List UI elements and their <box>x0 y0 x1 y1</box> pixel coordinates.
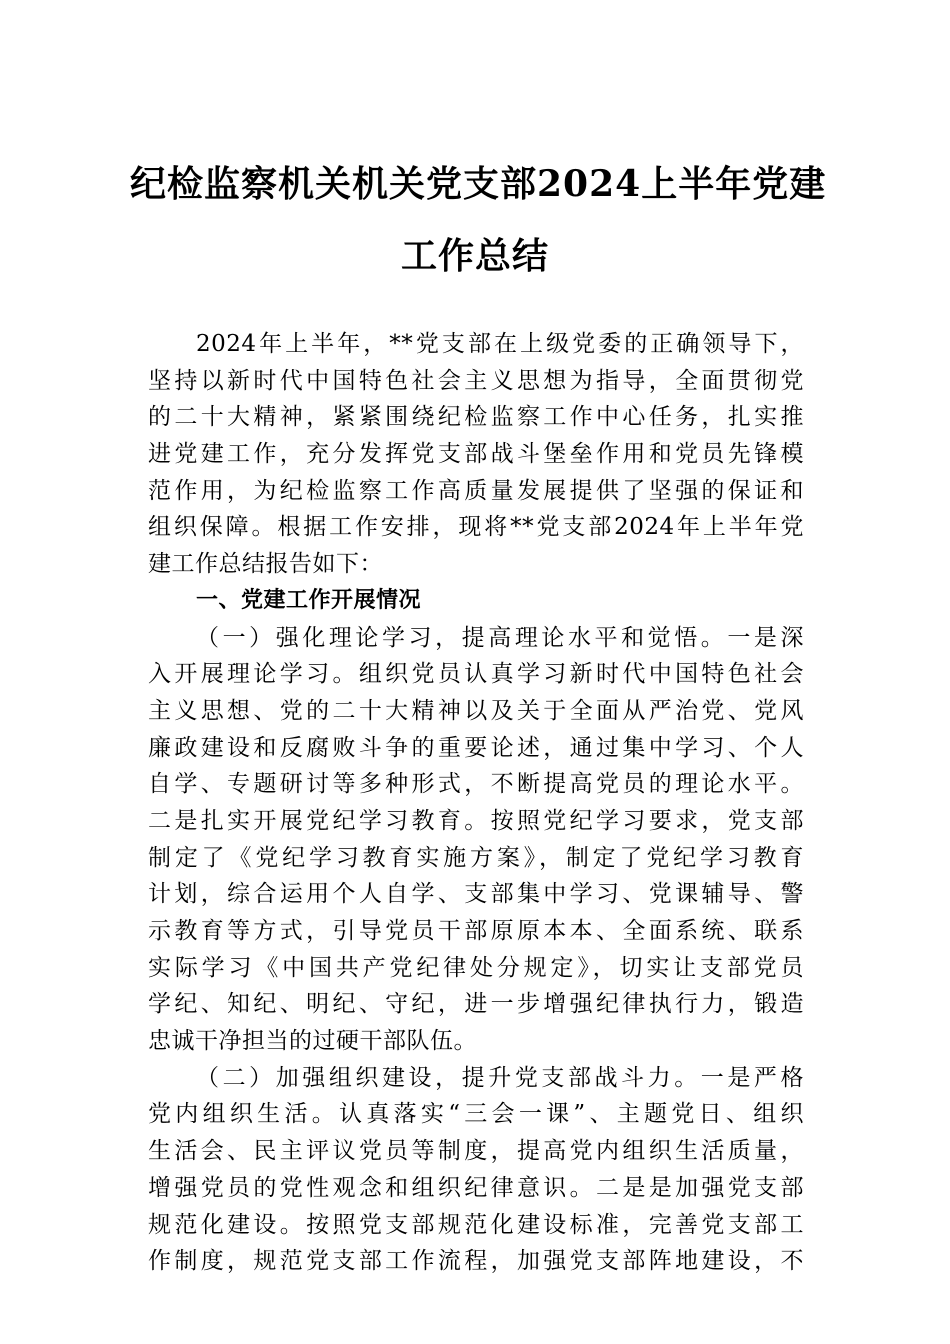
body-line: 进党建工作，充分发挥党支部战斗堡垒作用和党员先锋模 <box>148 441 804 468</box>
body-line: 作制度，规范党支部工作流程，加强党支部阵地建设，不 <box>148 1248 804 1275</box>
body-line: 二是扎实开展党纪学习教育。按照党纪学习要求，党支部 <box>148 807 804 834</box>
body-line: 入开展理论学习。组织党员认真学习新时代中国特色社会 <box>148 661 804 688</box>
body-line: 建工作总结报告如下： <box>148 551 383 578</box>
body-line: 组织保障。根据工作安排，现将**党支部2024年上半年党 <box>148 514 804 541</box>
body-line: 示教育等方式，引导党员干部原原本本、全面系统、联系 <box>148 918 804 944</box>
body-line: 坚持以新时代中国特色社会主义思想为指导，全面贯彻党 <box>148 367 804 394</box>
body-line: 廉政建设和反腐败斗争的重要论述，通过集中学习、个人 <box>148 734 804 761</box>
body-line: 增强党员的党性观念和组织纪律意识。二是是加强党支部 <box>148 1174 804 1201</box>
document-title-line-2: 工作总结 <box>400 235 549 277</box>
body-line: 实际学习《中国共产党纪律处分规定》，切实让支部党员 <box>148 954 804 981</box>
body-line: 忠诚干净担当的过硬干部队伍。 <box>148 1028 477 1055</box>
body-line: 2024年上半年，**党支部在上级党委的正确领导下， <box>196 331 804 357</box>
body-line: （一）强化理论学习，提高理论水平和觉悟。一是深 <box>196 624 804 651</box>
body-line: 范作用，为纪检监察工作高质量发展提供了坚强的保证和 <box>148 477 804 504</box>
body-line: （二）加强组织建设，提升党支部战斗力。一是严格 <box>196 1064 804 1091</box>
document-title-line-1: 纪检监察机关机关党支部2024上半年党建 <box>130 163 827 205</box>
body-line: 的二十大精神，紧紧围绕纪检监察工作中心任务，扎实推 <box>148 404 804 431</box>
body-line: 党内组织生活。认真落实“三会一课”、主题党日、组织 <box>148 1101 804 1128</box>
body-line: 制定了《党纪学习教育实施方案》，制定了党纪学习教育 <box>148 844 804 871</box>
document-body <box>148 326 804 1280</box>
body-line: 主义思想、党的二十大精神以及关于全面从严治党、党风 <box>148 697 804 724</box>
body-line: 自学、专题研讨等多种形式，不断提高党员的理论水平。 <box>148 771 804 798</box>
body-line: 生活会、民主评议党员等制度，提高党内组织生活质量， <box>148 1138 804 1165</box>
section-heading: 一、党建工作开展情况 <box>196 587 422 613</box>
body-line: 学纪、知纪、明纪、守纪，进一步增强纪律执行力，锻造 <box>148 991 804 1018</box>
body-line: 规范化建设。按照党支部规范化建设标准，完善党支部工 <box>148 1211 804 1238</box>
body-line: 计划，综合运用个人自学、支部集中学习、党课辅导、警 <box>148 881 804 908</box>
